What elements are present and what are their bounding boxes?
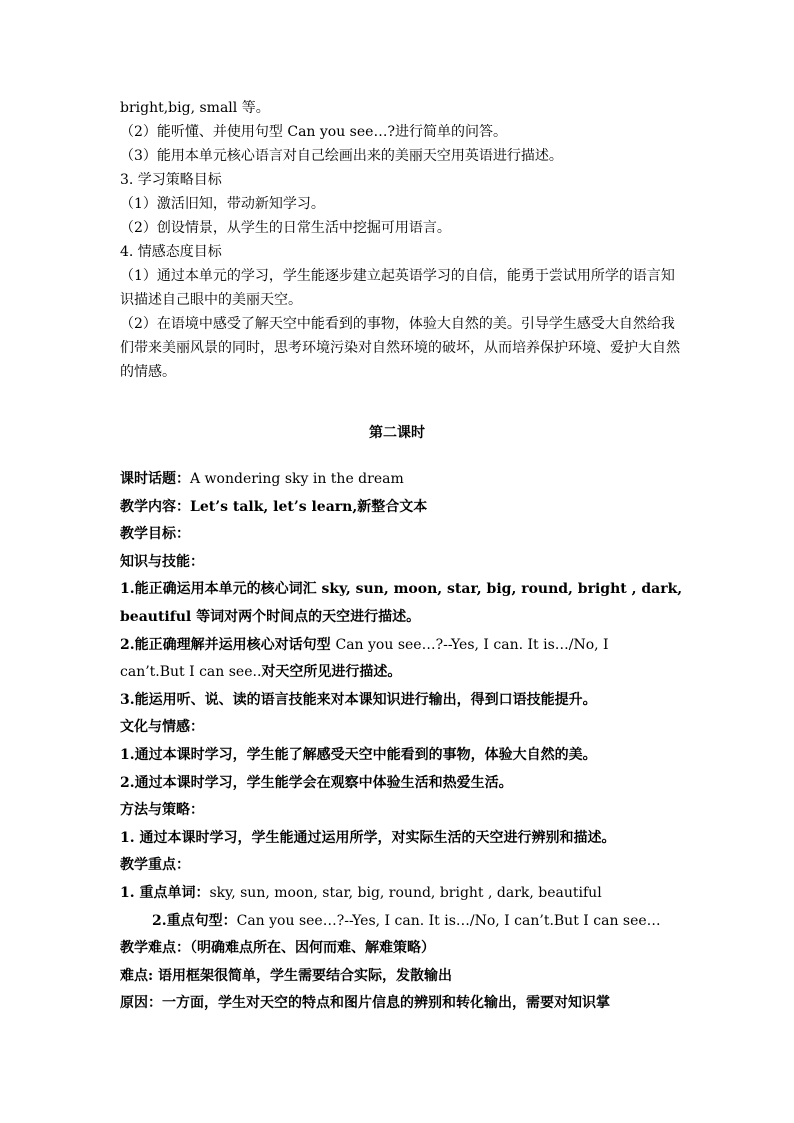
text-span: 语用框架很简单，学生需要结合实际，发散输出 <box>158 967 453 984</box>
topic-line <box>120 466 685 494</box>
knowledge-item-2-cont <box>120 659 685 687</box>
text-span: Can you see…?--Yes, I can. It is…/No, I can’t.But I can see… <box>236 912 661 929</box>
topic-label: 课时话题： <box>120 471 190 487</box>
text-paragraph: （1）通过本单元的学习，学生能逐步建立起英语学习的自信，能勇于尝试用所学的语言知识描述自己眼中的美丽天空。 <box>120 268 675 308</box>
method-label: 方法与策略： <box>120 802 204 819</box>
text-span: 2.重点句型： <box>152 912 237 929</box>
text-line: bright,big, small 等。 <box>120 100 270 116</box>
difficulty-detail-line <box>120 963 685 991</box>
difficulty-line <box>120 935 685 963</box>
culture-item-2: 2.通过本课时学习，学生能学会在观察中体验生活和热爱生活。 <box>120 774 513 791</box>
text-span: 教学难点： <box>120 940 190 957</box>
text-line: 3. 学习策略目标 <box>120 172 222 188</box>
text-span: 1. 重点单词： <box>120 884 210 901</box>
text-span: （明确难点所在、因何而难、解难策略） <box>190 940 435 957</box>
text-span: 一方面，学生对天空的特点和图片信息的辨别和转化输出，需要对知识掌 <box>162 995 610 1012</box>
text-line: （3）能用本单元核心语言对自己绘画出来的美丽天空用英语进行描述。 <box>120 148 563 164</box>
text-span: can’t.But I can see.. <box>120 664 262 681</box>
section-title: 第二课时 <box>369 425 425 441</box>
text-span: 2.能正确理解并运用核心对话句型 <box>120 636 336 653</box>
text-line: （2）能听懂、并使用句型 Can you see…?进行简单的问答。 <box>120 124 507 140</box>
knowledge-item-1 <box>120 576 685 604</box>
content-line <box>120 494 685 522</box>
method-item-1: 1. 通过本课时学习，学生能通过运用所学，对实际生活的天空进行辨别和描述。 <box>120 829 616 846</box>
key-words-line <box>120 880 685 908</box>
reason-line <box>120 990 685 1018</box>
text-line: （2）创设情景，从学生的日常生活中挖掘可用语言。 <box>120 220 451 236</box>
key-sentences-line <box>120 908 685 936</box>
text-span: 难点: <box>120 967 159 984</box>
text-span: sky, sun, moon, star, big, round, bright , dark, <box>321 581 683 598</box>
goals-label: 教学目标： <box>120 526 190 543</box>
knowledge-item-2 <box>120 632 685 660</box>
knowledge-label: 知识与技能： <box>120 553 204 570</box>
key-label: 教学重点： <box>120 857 190 874</box>
knowledge-item-1-cont <box>120 604 685 632</box>
text-paragraph: （2）在语境中感受了解天空中能看到的事物，体验大自然的美。引导学生感受大自然给我们带来美丽风景的同时，思考环境污染对自然环境的破坏，从而培养保护环境、爱护大自然的情感。 <box>120 316 680 380</box>
text-span: sky, sun, moon, star, big, round, bright , dark, beautiful <box>209 884 602 901</box>
text-span: 1.能正确运用本单元的核心词汇 <box>120 581 322 598</box>
text-span: 原因： <box>120 995 162 1012</box>
culture-label: 文化与情感： <box>120 719 204 736</box>
text-span: beautiful <box>120 608 197 625</box>
text-span: 对天空所见进行描述。 <box>261 664 402 681</box>
text-line: （1）激活旧知，带动新知学习。 <box>120 196 325 212</box>
topic-value: A wondering sky in the dream <box>190 471 404 487</box>
text-span: 等词对两个时间点的天空进行描述。 <box>196 608 421 625</box>
lesson-plan-section <box>120 466 685 1018</box>
content-value-extra: 新整合文本 <box>357 498 428 515</box>
objectives-section <box>120 96 680 384</box>
knowledge-item-3: 3.能运用听、说、读的语言技能来对本课知识进行输出，得到口语技能提升。 <box>120 691 597 708</box>
content-label: 教学内容： <box>120 498 190 515</box>
text-span: Can you see…?--Yes, I can. It is…/No, I <box>335 636 609 653</box>
text-line: 4. 情感态度目标 <box>120 244 222 260</box>
culture-item-1: 1.通过本课时学习，学生能了解感受天空中能看到的事物，体验大自然的美。 <box>120 746 597 763</box>
content-value: Let’s talk, let’s learn, <box>190 498 358 515</box>
